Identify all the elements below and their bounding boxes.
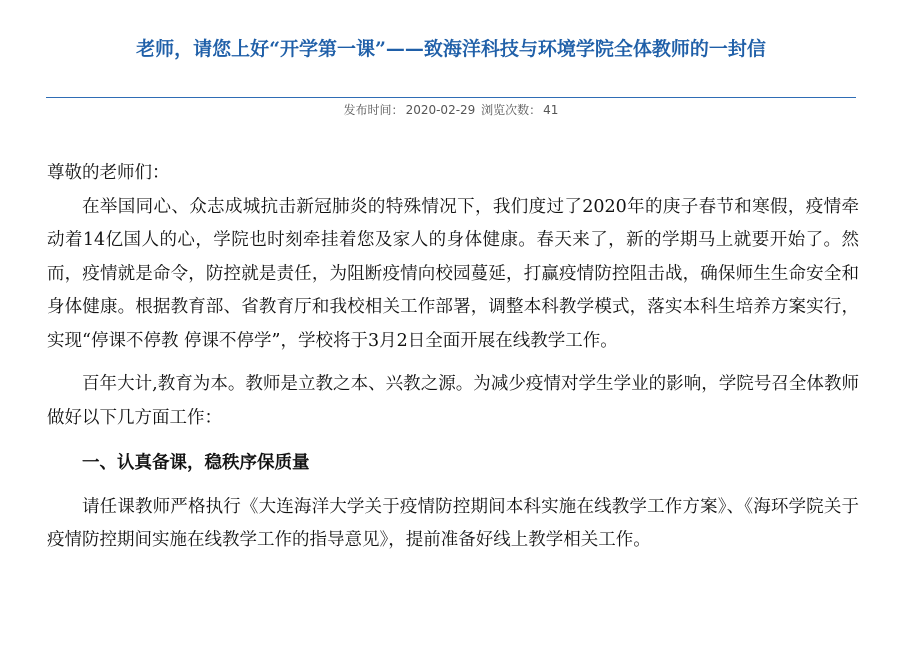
title-divider xyxy=(46,97,856,98)
article-title: 老师，请您上好“开学第一课”——致海洋科技与环境学院全体教师的一封信 xyxy=(136,38,766,60)
article-meta xyxy=(0,101,902,118)
greeting: 尊敬的老师们： xyxy=(47,163,170,183)
article-body xyxy=(47,157,859,558)
section-paragraph: 请任课教师严格执行《大连海洋大学关于疫情防控期间本科实施在线教学工作方案》、《海环学院关于疫情防控期间实施在线教学工作的指导意见》，提前准备好线上教学相关工作。 xyxy=(47,496,859,550)
views-count: 41 xyxy=(543,103,559,117)
paragraph-2: 百年大计,教育为本。教师是立教之本、兴教之源。为减少疫情对学生学业的影响，学院号召全体教师做好以下几方面工作： xyxy=(47,374,859,428)
publish-date: 2020-02-29 xyxy=(405,103,476,117)
views-label: 浏览次数： xyxy=(481,103,542,117)
section-heading: 一、认真备课，稳秩序保质量 xyxy=(82,453,310,473)
publish-label: 发布时间： xyxy=(343,103,404,117)
paragraph-1: 在举国同心、众志成城抗击新冠肺炎的特殊情况下，我们度过了2020年的庚子春节和寒假，疫情牵动着14亿国人的心，学院也时刻牵挂着您及家人的身体健康。春天来了，新的学期马上就要开始了。然而，疫情就是命令，防控就是责任，为阻断疫情向校园蔓延，打赢疫情防控阻击战，确保师生生命安全和身体健康。根据教育部、省教育厅和我校相关工作部署，调整本科教学模式，落实本科生培养方案实行，实现“停课不停教 停课不停学”，学校将于3月2日全面开展在线教学工作。 xyxy=(47,196,859,351)
